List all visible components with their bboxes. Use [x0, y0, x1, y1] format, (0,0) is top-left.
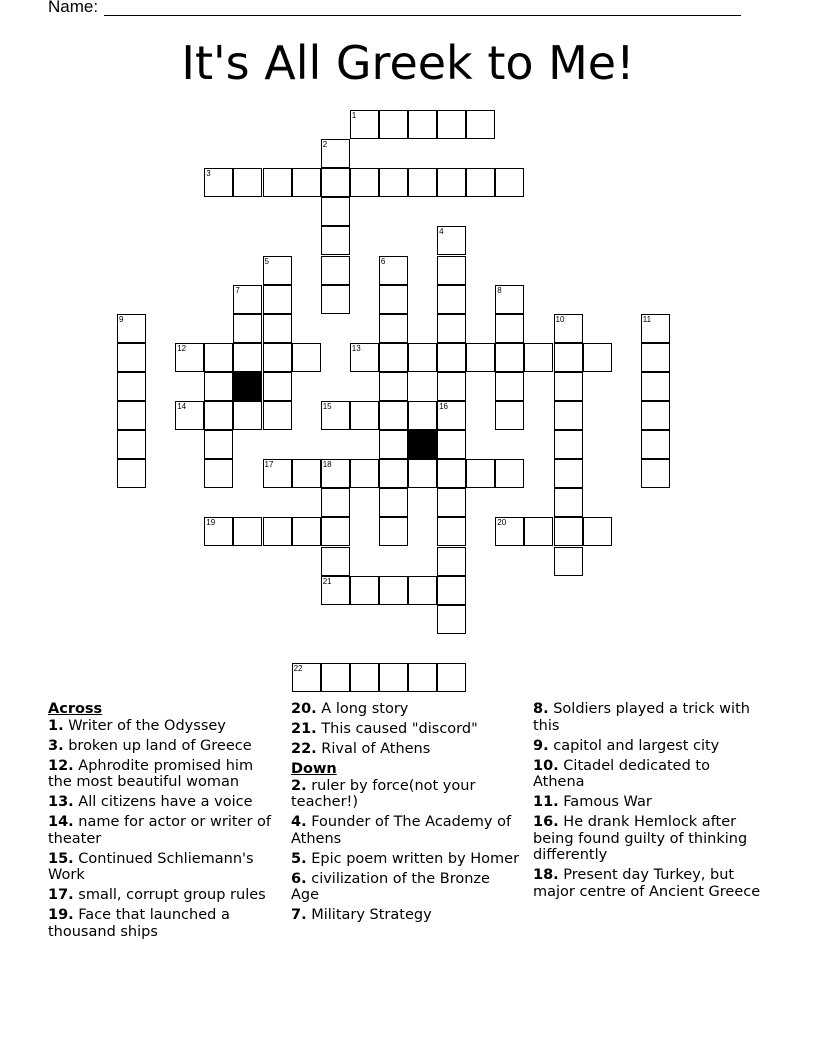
- crossword-cell[interactable]: [379, 343, 408, 372]
- cell-number: 9: [119, 314, 124, 324]
- clue-number: 21.: [291, 721, 317, 737]
- crossword-cell[interactable]: [204, 372, 233, 401]
- crossword-cell[interactable]: [583, 517, 612, 546]
- crossword-cell[interactable]: [583, 343, 612, 372]
- crossword-cell[interactable]: [350, 110, 379, 139]
- crossword-cell[interactable]: [204, 168, 233, 197]
- crossword-cell[interactable]: [350, 401, 379, 430]
- crossword-cell[interactable]: [292, 663, 321, 692]
- clue-text: Military Strategy: [311, 907, 432, 923]
- crossword-cell[interactable]: [204, 430, 233, 459]
- clue-text: Citadel dedicated to Athena: [533, 757, 710, 790]
- crossword-cell[interactable]: [554, 547, 583, 576]
- clue-number: 14.: [48, 814, 74, 830]
- clue-number: 13.: [48, 794, 74, 810]
- clue-across-19: [48, 907, 278, 940]
- clue-text: broken up land of Greece: [68, 737, 252, 754]
- crossword-cell[interactable]: [437, 226, 466, 255]
- crossword-cell[interactable]: [379, 285, 408, 314]
- clue-text: civilization of the Bronze Age: [291, 870, 490, 903]
- crossword-cell[interactable]: [437, 256, 466, 285]
- crossword-cell[interactable]: [554, 401, 583, 430]
- cell-number: 12: [177, 343, 187, 353]
- crossword-cell[interactable]: [263, 517, 292, 546]
- across-heading: Across: [48, 701, 103, 717]
- crossword-cell[interactable]: [554, 343, 583, 372]
- crossword-cell[interactable]: [321, 663, 350, 692]
- crossword-cell[interactable]: [437, 168, 466, 197]
- clue-text: Face that launched a thousand ships: [48, 907, 230, 940]
- crossword-cell[interactable]: [437, 517, 466, 546]
- crossword-cell[interactable]: [350, 343, 379, 372]
- crossword-cell[interactable]: [233, 517, 262, 546]
- crossword-cell[interactable]: [437, 459, 466, 488]
- crossword-cell[interactable]: [437, 488, 466, 517]
- crossword-cell[interactable]: [408, 459, 437, 488]
- crossword-cell[interactable]: [263, 256, 292, 285]
- crossword-cell[interactable]: [350, 168, 379, 197]
- crossword-cell[interactable]: [117, 343, 146, 372]
- clue-number: 3.: [48, 737, 64, 754]
- crossword-cell[interactable]: [437, 314, 466, 343]
- crossword-cell[interactable]: [263, 459, 292, 488]
- crossword-cell[interactable]: [117, 459, 146, 488]
- crossword-cell[interactable]: [233, 314, 262, 343]
- crossword-cell[interactable]: [437, 663, 466, 692]
- cell-number: 1: [351, 111, 357, 120]
- crossword-cell[interactable]: [437, 605, 466, 634]
- crossword-cell[interactable]: [466, 459, 495, 488]
- crossword-cell[interactable]: [233, 343, 262, 372]
- crossword-cell[interactable]: [321, 168, 350, 197]
- crossword-cell[interactable]: [321, 401, 350, 430]
- crossword-cell[interactable]: [379, 168, 408, 197]
- clue-down-2: [291, 778, 521, 811]
- crossword-cell[interactable]: [379, 430, 408, 459]
- crossword-cell[interactable]: [321, 226, 350, 255]
- clue-text: He drank Hemlock after being found guilty of thinking differently: [533, 814, 748, 863]
- crossword-cell[interactable]: [641, 401, 670, 430]
- clue-number: 6.: [291, 870, 307, 887]
- crossword-cell[interactable]: [321, 488, 350, 517]
- crossword-cell[interactable]: [408, 343, 437, 372]
- cell-number: 6: [380, 256, 386, 266]
- cell-number: 11: [642, 314, 652, 324]
- crossword-cell[interactable]: [437, 343, 466, 372]
- cell-number: 21: [322, 576, 332, 586]
- clue-number: 7.: [291, 907, 307, 923]
- clue-across-17: [48, 887, 278, 904]
- clue-number: 8.: [533, 701, 549, 717]
- clue-text: ruler by force(not your teacher!): [291, 777, 476, 810]
- crossword-cell[interactable]: [350, 459, 379, 488]
- clue-number: 11.: [533, 794, 559, 810]
- clue-down-18: [533, 867, 765, 900]
- crossword-cell[interactable]: [495, 459, 524, 488]
- crossword-cell[interactable]: [408, 168, 437, 197]
- clue-text: A long story: [321, 701, 409, 717]
- crossword-cell[interactable]: [379, 314, 408, 343]
- cell-number: 5: [264, 256, 269, 266]
- crossword-cell[interactable]: [379, 110, 408, 139]
- cell-number: 8: [497, 285, 502, 295]
- crossword-cell[interactable]: [117, 372, 146, 401]
- clue-text: Writer of the Odyssey: [68, 717, 226, 734]
- clue-across-20: [291, 701, 521, 718]
- crossword-cell[interactable]: [437, 576, 466, 605]
- clue-number: 2.: [291, 777, 307, 794]
- clue-down-6: [291, 871, 521, 904]
- clue-down-5: [291, 851, 521, 868]
- crossword-cell[interactable]: [641, 372, 670, 401]
- crossword-cell[interactable]: [495, 168, 524, 197]
- crossword-cell[interactable]: [379, 488, 408, 517]
- crossword-cell[interactable]: [292, 459, 321, 488]
- crossword-cell[interactable]: [321, 197, 350, 226]
- crossword-cell[interactable]: [554, 372, 583, 401]
- clue-text: This caused "discord": [321, 721, 478, 737]
- clue-number: 16.: [533, 814, 559, 830]
- name-label: Name:: [48, 0, 99, 16]
- crossword-cell[interactable]: [321, 139, 350, 168]
- crossword-cell[interactable]: [495, 314, 524, 343]
- clue-across-14: [48, 814, 278, 847]
- clue-text: Continued Schliemann's Work: [48, 850, 254, 883]
- cell-number: 2: [322, 140, 328, 150]
- clue-down-9: [533, 738, 765, 755]
- crossword-cell[interactable]: [466, 343, 495, 372]
- crossword-cell[interactable]: [408, 110, 437, 139]
- clue-down-4: [291, 814, 521, 847]
- cell-number: 17: [264, 460, 274, 470]
- clue-number: 9.: [533, 737, 549, 754]
- clue-down-11: [533, 794, 765, 811]
- crossword-cell[interactable]: [379, 256, 408, 285]
- crossword-cell[interactable]: [350, 663, 379, 692]
- clue-number: 1.: [48, 717, 64, 734]
- crossword-cell[interactable]: [437, 285, 466, 314]
- cell-number: 14: [177, 402, 187, 411]
- crossword-cell[interactable]: [641, 343, 670, 372]
- crossword-cell[interactable]: [292, 343, 321, 372]
- crossword-cell[interactable]: [408, 576, 437, 605]
- crossword-cell[interactable]: [641, 430, 670, 459]
- crossword-cell[interactable]: [263, 401, 292, 430]
- clue-across-12: [48, 758, 278, 791]
- clue-down-16: [533, 814, 765, 864]
- crossword-cell[interactable]: [379, 517, 408, 546]
- crossword-cell[interactable]: [437, 372, 466, 401]
- cell-number: 20: [497, 518, 507, 528]
- clue-text: Soldiers played a trick with this: [533, 701, 750, 734]
- crossword-cell[interactable]: [379, 459, 408, 488]
- clue-number: 19.: [48, 907, 74, 923]
- cell-number: 13: [351, 343, 361, 353]
- crossword-cell[interactable]: [117, 314, 146, 343]
- crossword-cell[interactable]: [233, 168, 262, 197]
- clue-text: Founder of The Academy of Athens: [291, 814, 512, 847]
- clue-text: name for actor or writer of theater: [48, 814, 272, 847]
- crossword-cell[interactable]: [292, 517, 321, 546]
- clue-down-7: [291, 907, 521, 924]
- crossword-cell[interactable]: [437, 430, 466, 459]
- clue-number: 4.: [291, 814, 307, 830]
- crossword-cell[interactable]: [204, 343, 233, 372]
- clue-down-10: [533, 758, 765, 791]
- crossword-cell[interactable]: [175, 401, 204, 430]
- clue-number: 15.: [48, 850, 74, 867]
- cell-number: 15: [322, 402, 332, 411]
- down-heading: Down: [291, 761, 337, 777]
- clue-across-15: [48, 851, 278, 884]
- crossword-cell[interactable]: [408, 401, 437, 430]
- clues-column-1: [48, 701, 278, 944]
- page-title: It's All Greek to Me!: [181, 36, 635, 90]
- crossword-cell[interactable]: [379, 372, 408, 401]
- crossword-cell[interactable]: [495, 517, 524, 546]
- crossword-block-cell: [233, 372, 262, 401]
- crossword-cell[interactable]: [263, 343, 292, 372]
- crossword-cell[interactable]: [204, 401, 233, 430]
- crossword-cell[interactable]: [408, 663, 437, 692]
- crossword-cell[interactable]: [437, 110, 466, 139]
- crossword-cell[interactable]: [321, 547, 350, 576]
- crossword-cell[interactable]: [263, 168, 292, 197]
- crossword-cell[interactable]: [554, 517, 583, 546]
- crossword-cell[interactable]: [233, 401, 262, 430]
- clue-text: small, corrupt group rules: [78, 887, 266, 903]
- clue-across-22: [291, 741, 521, 758]
- clue-across-21: [291, 721, 521, 738]
- clue-text: Famous War: [563, 794, 652, 810]
- cell-number: 16: [439, 402, 448, 411]
- crossword-cell[interactable]: [321, 576, 350, 605]
- clues-column-3: [533, 701, 765, 904]
- cell-number: 3: [206, 169, 211, 179]
- cell-number: 4: [439, 227, 444, 237]
- crossword-cell[interactable]: [437, 547, 466, 576]
- crossword-cell[interactable]: [524, 517, 553, 546]
- clue-number: 18.: [533, 867, 559, 883]
- crossword-cell[interactable]: [495, 343, 524, 372]
- crossword-cell[interactable]: [263, 314, 292, 343]
- crossword-cell[interactable]: [554, 488, 583, 517]
- crossword-cell[interactable]: [117, 401, 146, 430]
- clue-text: Present day Turkey, but major centre of Ancient Greece: [533, 867, 761, 900]
- crossword-cell[interactable]: [117, 430, 146, 459]
- clue-across-3: [48, 738, 278, 755]
- clue-text: capitol and largest city: [553, 737, 720, 754]
- crossword-cell[interactable]: [233, 285, 262, 314]
- crossword-block-cell: [408, 430, 437, 459]
- clue-text: All citizens have a voice: [78, 794, 253, 810]
- crossword-cell[interactable]: [495, 285, 524, 314]
- crossword-cell[interactable]: [350, 576, 379, 605]
- cell-number: 10: [555, 314, 565, 324]
- cell-number: 7: [235, 285, 240, 295]
- clue-across-1: [48, 718, 278, 735]
- clue-number: 20.: [291, 701, 317, 717]
- clue-number: 10.: [533, 757, 559, 774]
- clue-number: 17.: [48, 887, 74, 903]
- cell-number: 18: [322, 460, 332, 470]
- clues-column-2: [291, 701, 521, 927]
- crossword-cell[interactable]: [495, 401, 524, 430]
- crossword-cell[interactable]: [204, 517, 233, 546]
- clue-across-13: [48, 794, 278, 811]
- clue-down-8: [533, 701, 765, 734]
- crossword-cell[interactable]: [204, 459, 233, 488]
- cell-number: 22: [293, 663, 303, 673]
- clue-number: 5.: [291, 850, 307, 867]
- crossword-cell[interactable]: [379, 401, 408, 430]
- crossword-cell[interactable]: [263, 372, 292, 401]
- crossword-cell[interactable]: [321, 459, 350, 488]
- crossword-cell[interactable]: [466, 168, 495, 197]
- crossword-cell[interactable]: [466, 110, 495, 139]
- crossword-cell[interactable]: [641, 314, 670, 343]
- crossword-cell[interactable]: [554, 459, 583, 488]
- crossword-cell[interactable]: [321, 256, 350, 285]
- crossword-cell[interactable]: [379, 663, 408, 692]
- crossword-cell[interactable]: [554, 314, 583, 343]
- crossword-cell[interactable]: [263, 285, 292, 314]
- clue-text: Epic poem written by Homer: [311, 850, 520, 867]
- clue-number: 12.: [48, 757, 74, 774]
- clue-text: Rival of Athens: [321, 741, 431, 757]
- crossword-cell[interactable]: [554, 430, 583, 459]
- cell-number: 19: [206, 518, 216, 528]
- crossword-cell[interactable]: [175, 343, 204, 372]
- crossword-cell[interactable]: [524, 343, 553, 372]
- crossword-cell[interactable]: [292, 168, 321, 197]
- crossword-cell[interactable]: [321, 517, 350, 546]
- crossword-cell[interactable]: [495, 372, 524, 401]
- clue-text: Aphrodite promised him the most beautiful woman: [48, 757, 254, 790]
- crossword-cell[interactable]: [379, 576, 408, 605]
- crossword-cell[interactable]: [437, 401, 466, 430]
- clue-number: 22.: [291, 741, 317, 757]
- crossword-cell[interactable]: [321, 285, 350, 314]
- crossword-cell[interactable]: [641, 459, 670, 488]
